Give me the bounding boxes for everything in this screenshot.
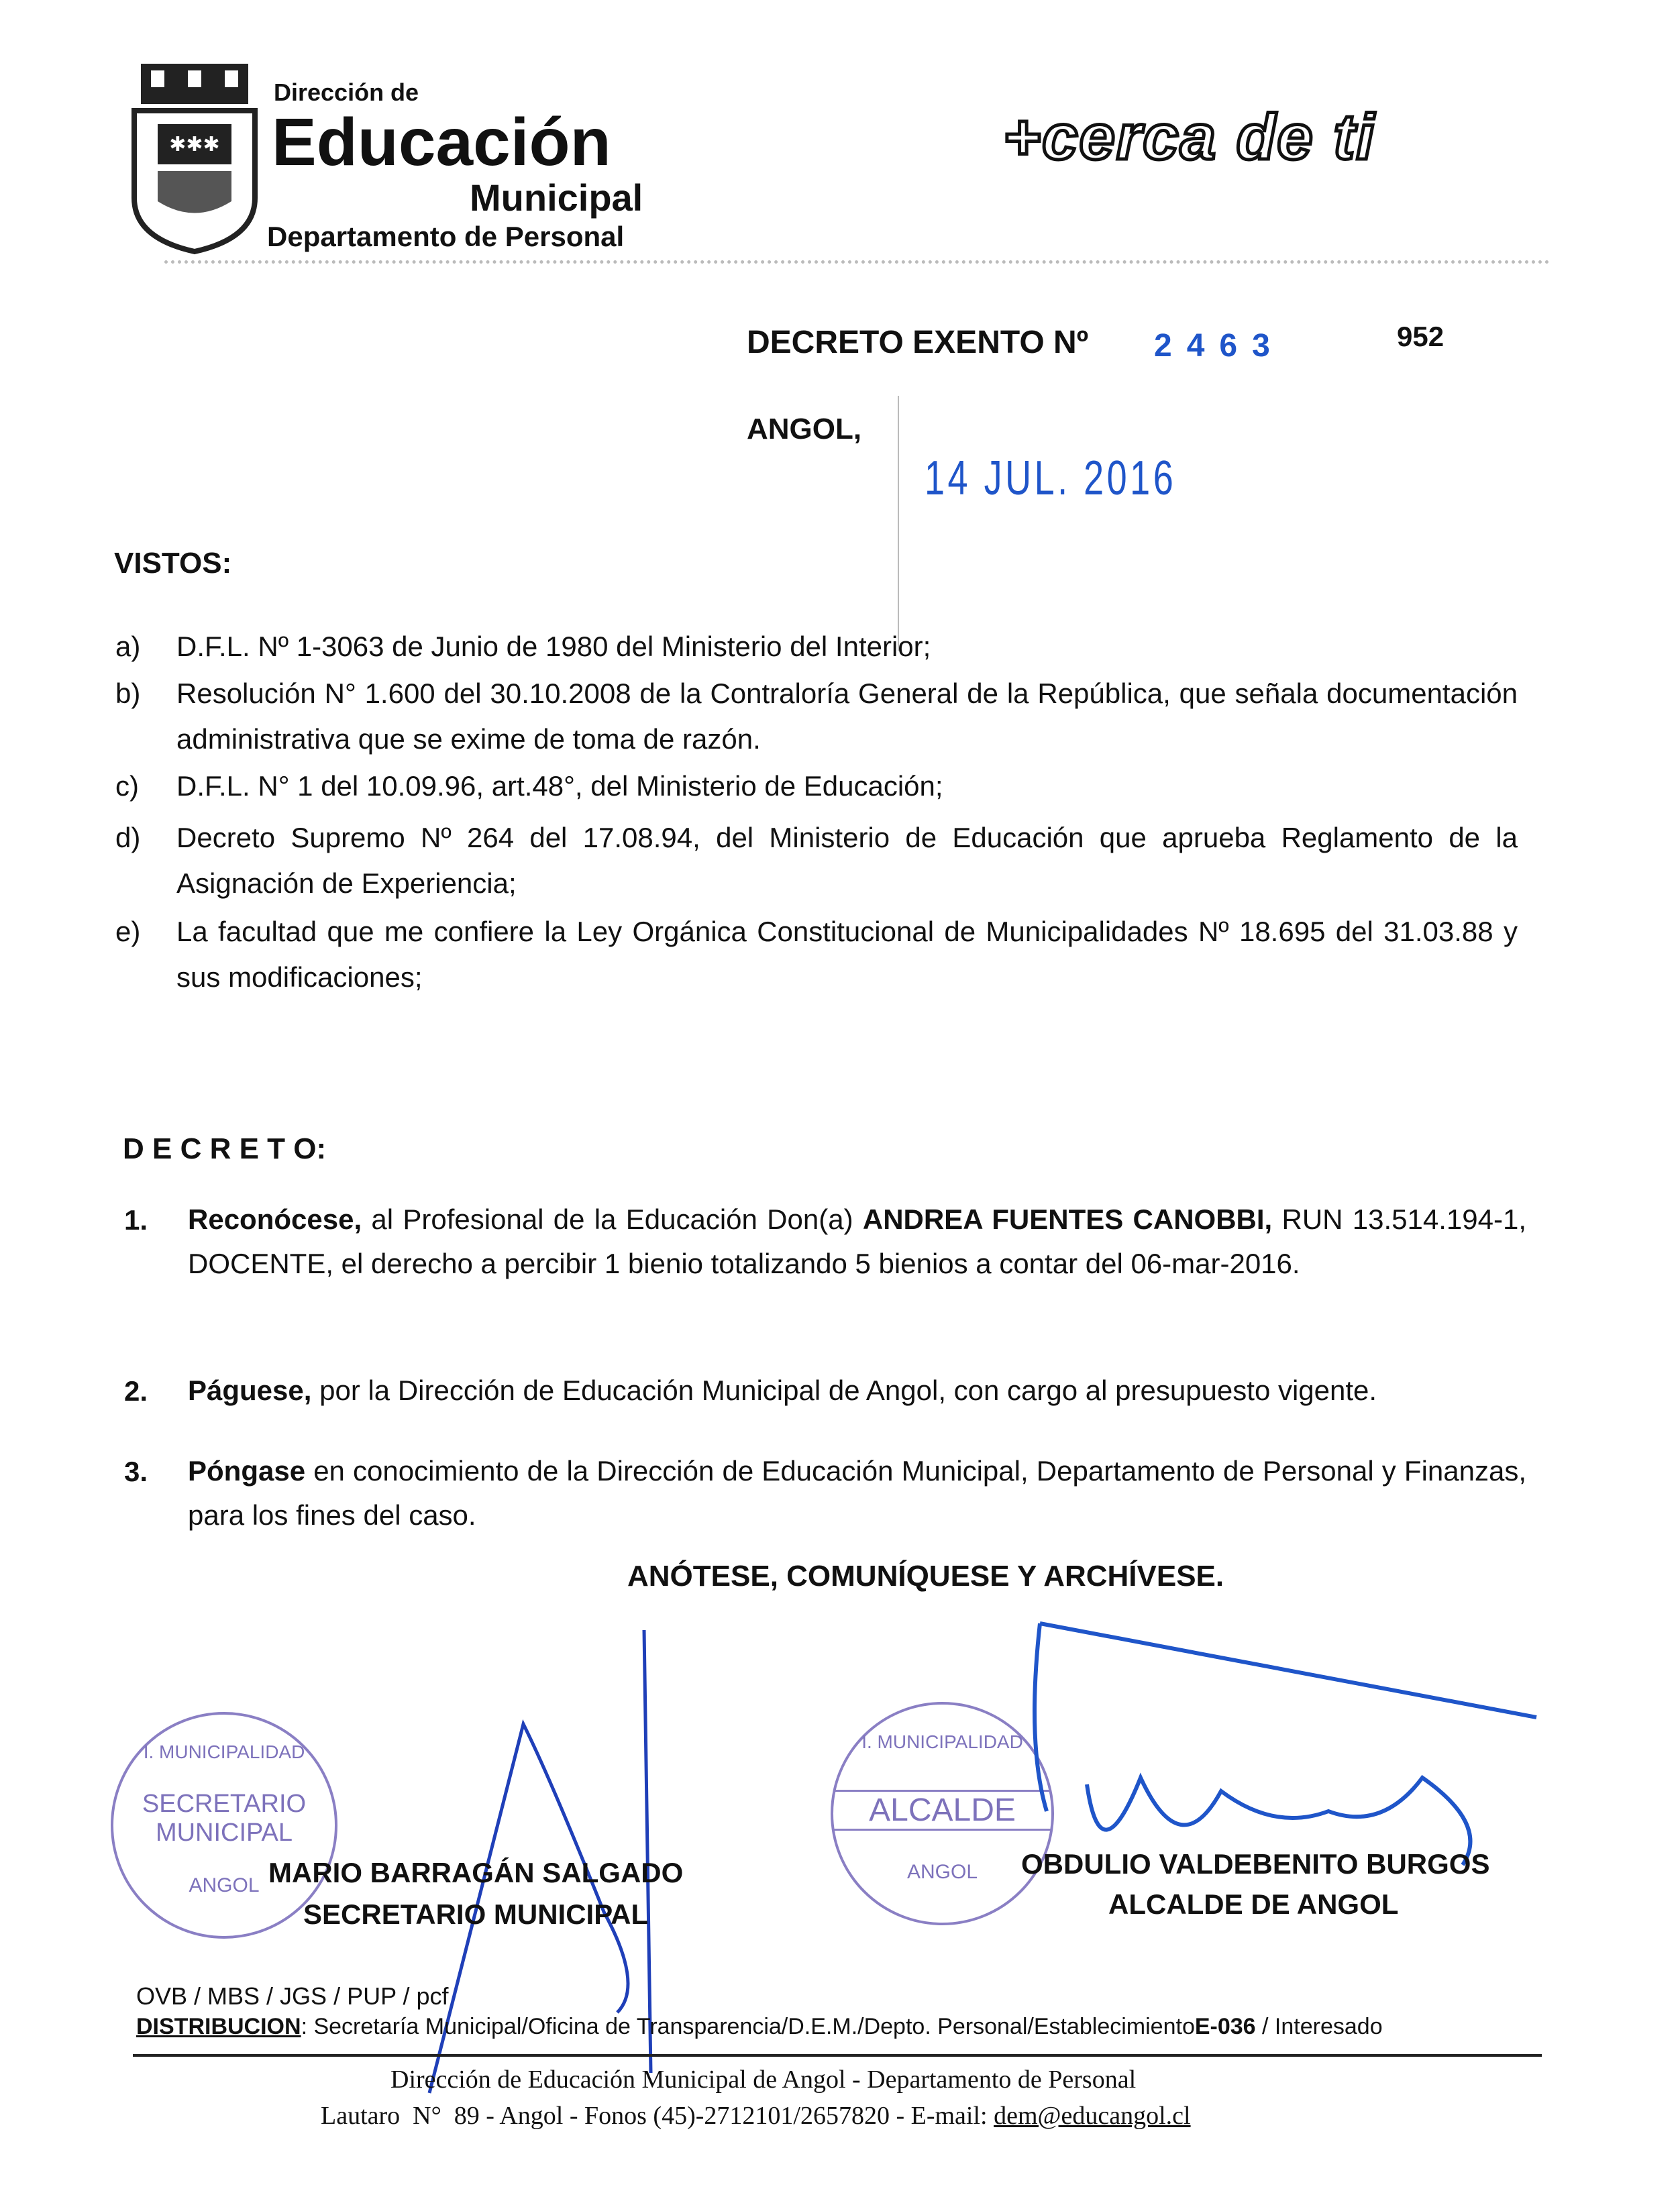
header-divider bbox=[164, 260, 1550, 264]
item-label: a) bbox=[115, 631, 141, 662]
decree-place: ANGOL, bbox=[747, 413, 862, 445]
email-link[interactable]: dem@educangol.cl bbox=[994, 2102, 1191, 2130]
address-line1: Dirección de Educación Municipal de Angol - Departamento de Personal bbox=[390, 2065, 1137, 2094]
distribution-code: E-036 bbox=[1194, 2014, 1256, 2039]
secretary-name: MARIO BARRAGÁN SALGADO bbox=[268, 1857, 684, 1888]
distribution-text: : Secretaría Municipal/Oficina de Transparencia/D.E.M./Depto. Personal/Establecimiento bbox=[301, 2014, 1195, 2039]
vistos-heading: VISTOS: bbox=[114, 547, 232, 580]
item-label: e) bbox=[115, 916, 141, 947]
item-label: b) bbox=[115, 678, 141, 709]
item-label: 3. bbox=[124, 1456, 148, 1487]
secretary-title: SECRETARIO MUNICIPAL bbox=[303, 1898, 649, 1930]
vistos-item bbox=[115, 671, 1518, 762]
decreto-heading: D E C R E T O: bbox=[123, 1132, 327, 1165]
stamp-middle2: MUNICIPAL bbox=[155, 1819, 293, 1847]
date-stamp: 14 JUL. 2016 bbox=[925, 451, 1177, 505]
item-text: Resolución N° 1.600 del 30.10.2008 de la Contraloría General de la República, que señala documentación administrativa que se exime de toma de razón. bbox=[176, 678, 1518, 755]
slogan-logo: +cerca de ti bbox=[1003, 101, 1375, 173]
item-label: 2. bbox=[124, 1375, 148, 1407]
stamp-middle: ALCALDE bbox=[833, 1790, 1051, 1831]
vistos-item bbox=[115, 624, 1518, 669]
item-lead: Póngase bbox=[188, 1455, 306, 1487]
stamp-bottom: ANGOL bbox=[906, 1861, 978, 1883]
org-line2: Educación bbox=[272, 105, 611, 180]
mayor-title: ALCALDE DE ANGOL bbox=[1108, 1888, 1399, 1920]
vistos-item bbox=[115, 909, 1518, 1000]
teacher-name: ANDREA FUENTES CANOBBI, bbox=[862, 1203, 1273, 1235]
distribution bbox=[136, 2014, 1383, 2040]
decreto-item bbox=[124, 1368, 1526, 1413]
item-label: 1. bbox=[124, 1204, 148, 1236]
item-text: por la Dirección de Educación Municipal de Angol, con cargo al presupuesto vigente. bbox=[311, 1375, 1377, 1406]
mayor-name: OBDULIO VALDEBENITO BURGOS bbox=[1021, 1848, 1490, 1880]
closing-formula: ANÓTESE, COMUNÍQUESE Y ARCHÍVESE. bbox=[627, 1560, 1224, 1593]
item-lead: Páguese, bbox=[188, 1375, 312, 1406]
address-text: Lautaro N° 89 - Angol - Fonos (45)-2712101/2657820 - E-mail: bbox=[321, 2102, 994, 2130]
decreto-item bbox=[124, 1449, 1526, 1538]
org-line1: Dirección de bbox=[274, 78, 419, 106]
vistos-item bbox=[115, 763, 1518, 809]
stamp-bottom: ANGOL bbox=[189, 1874, 260, 1896]
item-text: al Profesional de la Educación Don(a) bbox=[362, 1203, 863, 1235]
item-text: Decreto Supremo Nº 264 del 17.08.94, del Ministerio de Educación que aprueba Reglamento de la Asignación de Experiencia; bbox=[176, 822, 1518, 899]
item-label: c) bbox=[115, 770, 139, 802]
item-label: d) bbox=[115, 822, 141, 853]
coat-of-arms-logo bbox=[127, 57, 262, 255]
org-line3: Municipal bbox=[470, 176, 643, 219]
item-text: La facultad que me confiere la Ley Orgánica Constitucional de Municipalidades Nº 18.695 del 31.03.88 y sus modificaciones; bbox=[176, 916, 1518, 993]
item-text: en conocimiento de la Dirección de Educación Municipal, Departamento de Personal y Finanzas, para los fines del caso. bbox=[188, 1455, 1526, 1531]
decree-number-stamp: 2463 bbox=[1154, 328, 1285, 364]
initials: OVB / MBS / JGS / PUP / pcf bbox=[136, 1982, 449, 2010]
item-text: D.F.L. N° 1 del 10.09.96, art.48°, del Ministerio de Educación; bbox=[176, 770, 943, 802]
item-text: D.F.L. Nº 1-3063 de Junio de 1980 del Ministerio del Interior; bbox=[176, 631, 931, 662]
vertical-rule bbox=[898, 396, 899, 651]
item-rest: RUN 13.514.194-1, DOCENTE, el derecho a percibir 1 bienio totalizando 5 bienios a contar del 06-mar-2016. bbox=[188, 1203, 1526, 1279]
svg-text:✱✱✱: ✱✱✱ bbox=[169, 133, 220, 156]
decree-title: DECRETO EXENTO Nº bbox=[747, 325, 1089, 360]
stamp-top: I. MUNICIPALIDAD bbox=[861, 1731, 1023, 1752]
org-line4: Departamento de Personal bbox=[267, 221, 625, 252]
footer-divider bbox=[133, 2054, 1542, 2057]
stamp-top: I. MUNICIPALIDAD bbox=[143, 1741, 305, 1762]
vistos-item bbox=[115, 815, 1518, 906]
decree-number-typed: 952 bbox=[1397, 321, 1445, 352]
stamp-middle1: SECRETARIO bbox=[142, 1790, 307, 1818]
distribution-label: DISTRIBUCION bbox=[136, 2014, 301, 2039]
address-line2 bbox=[321, 2101, 1191, 2131]
decreto-item bbox=[124, 1197, 1526, 1286]
distribution-end: / Interesado bbox=[1255, 2014, 1383, 2039]
item-lead: Reconócese, bbox=[188, 1203, 362, 1235]
